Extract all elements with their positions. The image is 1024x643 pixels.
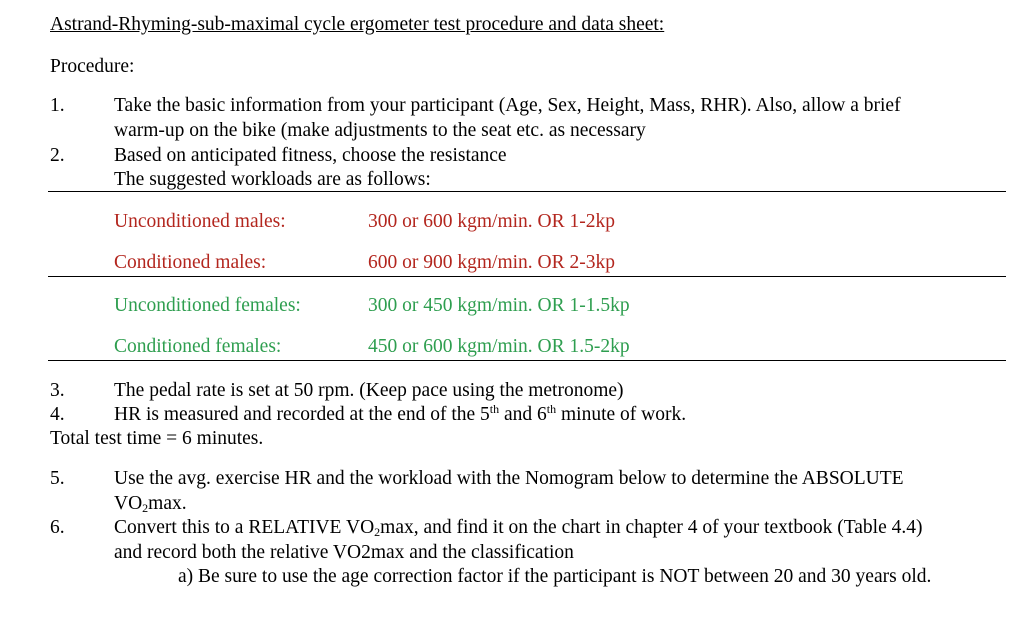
step-number: 3. (50, 380, 65, 401)
document-title: Astrand-Rhyming-sub-maximal cycle ergometer test procedure and data sheet: (50, 14, 665, 35)
workload-group: Unconditioned females: (114, 295, 301, 316)
workload-group: Conditioned males: (114, 252, 267, 273)
table-bottom-rule (48, 360, 1006, 361)
step-text: Use the avg. exercise HR and the workload with the Nomogram below to determine the ABSOLUTE (114, 468, 904, 489)
table-mid-rule (48, 276, 1006, 277)
workload-group: Unconditioned males: (114, 211, 286, 232)
step-text: Based on anticipated fitness, choose the resistance (114, 145, 507, 166)
step-text: Take the basic information from your participant (Age, Sex, Height, Mass, RHR). Also, allow a brief (114, 95, 901, 116)
workload-value: 450 or 600 kgm/min. OR 1.5-2kp (368, 336, 630, 357)
workload-value: 300 or 450 kgm/min. OR 1-1.5kp (368, 295, 630, 316)
procedure-heading: Procedure: (50, 56, 135, 77)
workload-group: Conditioned females: (114, 336, 282, 357)
step-substep: a) Be sure to use the age correction factor if the participant is NOT between 20 and 30 years old. (178, 566, 932, 587)
step-text: HR is measured and recorded at the end of the 5th and 6th minute of work. (114, 402, 687, 425)
step-number: 6. (50, 517, 65, 538)
step-text: warm-up on the bike (make adjustments to the seat etc. as necessary (114, 120, 646, 141)
step-text: The pedal rate is set at 50 rpm. (Keep pace using the metronome) (114, 380, 624, 401)
workload-value: 600 or 900 kgm/min. OR 2-3kp (368, 252, 615, 273)
total-test-time: Total test time = 6 minutes. (50, 428, 264, 449)
step-text: The suggested workloads are as follows: (114, 169, 431, 190)
table-top-rule (48, 191, 1006, 192)
step-text: $VO_2\max$. (114, 493, 187, 515)
step-text: and record both the relative VO2max and the classification (114, 542, 574, 563)
workload-value: 300 or 600 kgm/min. OR 1-2kp (368, 211, 615, 232)
step-number: 5. (50, 468, 65, 489)
step-number: 1. (50, 95, 65, 116)
step-number: 2. (50, 145, 65, 166)
step-number: 4. (50, 404, 65, 425)
step-text: Convert this to a RELATIVE $VO_2\max$, and find it on the chart in chapter 4 of your textbook (Table 4.4) (114, 517, 923, 539)
